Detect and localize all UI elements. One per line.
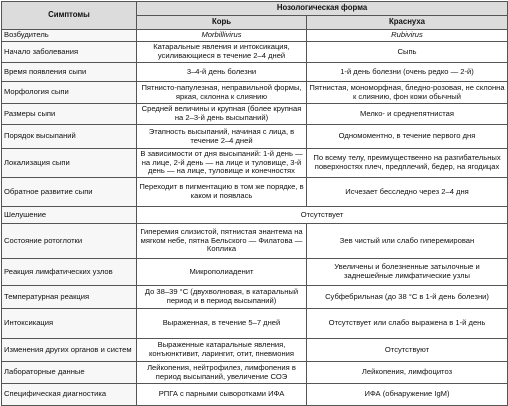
measles-cell: В зависимости от дня высыпаний: 1-й день — на лице, 2-й день — на лице и туловище, 3-й день — на лице, туловище и конечностях — [137, 149, 307, 178]
table-row — [2, 42, 508, 63]
symptom-cell: Размеры сыпи — [2, 104, 137, 125]
table-row — [2, 149, 508, 178]
measles-cell: Выраженные катаральные явления, конъюнктивит, ларингит, отит, пневмония — [137, 339, 307, 362]
table-row — [2, 384, 508, 406]
table-row — [2, 104, 508, 125]
measles-cell: Пятнисто-папулезная, неправильной формы, яркая, склонна к слиянию — [137, 82, 307, 104]
table-row — [2, 178, 508, 207]
rubella-cell: Зев чистый или слабо гиперемирован — [307, 224, 508, 259]
table-row — [2, 259, 508, 286]
table-row — [2, 30, 508, 42]
symptom-cell: Специфическая диагностика — [2, 384, 137, 406]
measles-cell: Гиперемия слизистой, пятнистая энантема на мягком небе, пятна Бельского — Филатова — Коплика — [137, 224, 307, 259]
rubella-cell: По всему телу, преимущественно на разгибательных поверхностях плеч, предплечий, бедер, на ягодицах — [307, 149, 508, 178]
symptom-cell: Возбудитель — [2, 30, 137, 42]
table-row — [2, 286, 508, 309]
measles-cell: Выраженная, в течение 5–7 дней — [137, 309, 307, 339]
symptom-cell: Порядок высыпаний — [2, 125, 137, 149]
table-row — [2, 224, 508, 259]
symptom-cell: Начало заболевания — [2, 42, 137, 63]
rubella-cell: Отсутствуют — [307, 339, 508, 362]
table-row — [2, 207, 508, 224]
symptom-cell: Реакция лимфатических узлов — [2, 259, 137, 286]
rubella-cell: Отсутствует или слабо выражена в 1-й день — [307, 309, 508, 339]
measles-cell: Переходит в пигментацию в том же порядке, в каком и появлась — [137, 178, 307, 207]
measles-cell: РПГА с парными сыворотками ИФА — [137, 384, 307, 406]
table-row — [2, 339, 508, 362]
header-rubella: Краснуха — [307, 16, 508, 30]
rubella-cell: 1-й день болезни (очень редко — 2-й) — [307, 63, 508, 82]
table-row — [2, 125, 508, 149]
measles-cell: Микрополиаденит — [137, 259, 307, 286]
symptom-cell: Интоксикация — [2, 309, 137, 339]
rubella-cell: Исчезает бесследно через 2–4 дня — [307, 178, 508, 207]
rubella-cell: Лейкопения, лимфоцитоз — [307, 362, 508, 384]
symptom-cell: Шелушение — [2, 207, 137, 224]
rubella-cell: Увеличены и болезненные затылочные и заднешейные лимфатические узлы — [307, 259, 508, 286]
rubella-cell: Rubivirus — [307, 30, 508, 42]
symptom-cell: Морфология сыпи — [2, 82, 137, 104]
measles-cell: Лейкопения, нейтрофилез, лимфопения в период высыпаний, увеличение СОЭ — [137, 362, 307, 384]
header-nosology: Нозологическая форма — [137, 2, 508, 16]
rubella-cell: Одномоментно, в течение первого дня — [307, 125, 508, 149]
measles-cell: 3–4-й день болезни — [137, 63, 307, 82]
symptom-cell: Температурная реакция — [2, 286, 137, 309]
header-measles: Корь — [137, 16, 307, 30]
rubella-cell: ИФА (обнаружение IgM) — [307, 384, 508, 406]
rubella-cell: Мелко- и среднепятнистая — [307, 104, 508, 125]
measles-cell: Этапность высыпаний, начиная с лица, в течение 2–4 дней — [137, 125, 307, 149]
header-symptoms: Симптомы — [2, 2, 137, 30]
measles-cell: Катаральные явления и интоксикация, усиливающиеся в течение 2–4 дней — [137, 42, 307, 63]
table-row — [2, 82, 508, 104]
rubella-cell: Сыпь — [307, 42, 508, 63]
symptom-cell: Время появления сыпи — [2, 63, 137, 82]
measles-cell: До 38–39 °С (двухволновая, в катаральный период и в период высыпаний) — [137, 286, 307, 309]
symptom-cell: Лабораторные данные — [2, 362, 137, 384]
symptom-cell: Состояние ротоглотки — [2, 224, 137, 259]
table-row — [2, 362, 508, 384]
measles-cell: Morbillivirus — [137, 30, 307, 42]
rubella-cell: Пятнистая, мономорфная, бледно-розовая, не склонна к слиянию, фон кожи обычный — [307, 82, 508, 104]
table-body — [2, 30, 508, 406]
symptom-cell: Изменения других органов и систем — [2, 339, 137, 362]
rubella-cell: Субфебрильная (до 38 °С в 1-й день болезни) — [307, 286, 508, 309]
table-row — [2, 309, 508, 339]
symptom-cell: Локализация сыпи — [2, 149, 137, 178]
symptom-cell: Обратное развитие сыпи — [2, 178, 137, 207]
merged-value-cell: Отсутствует — [137, 207, 508, 224]
measles-cell: Средней величины и крупная (более крупная на 2–3-й день высыпаний) — [137, 104, 307, 125]
comparison-table — [1, 1, 508, 406]
table-row — [2, 63, 508, 82]
